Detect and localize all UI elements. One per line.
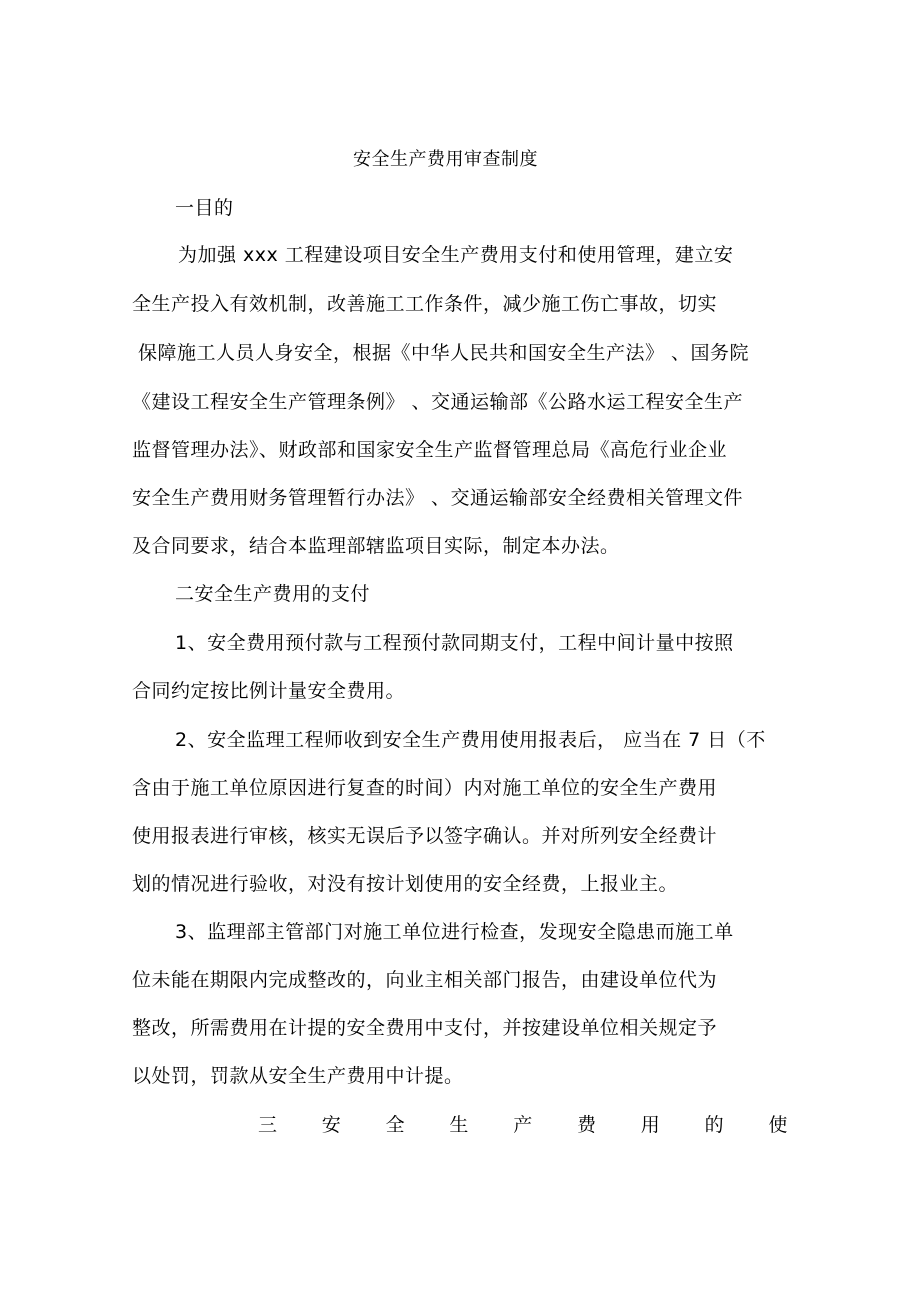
heading-char: 三 [258, 1114, 278, 1136]
heading-char: 费 [576, 1114, 597, 1136]
paragraph-line: 《建设工程安全生产管理条例》 、交通运输部《公路水运工程安全生产 [132, 391, 744, 413]
heading-char: 安 [321, 1114, 342, 1136]
paragraph-line: 及合同要求，结合本监理部辖监项目实际，制定本办法。 [132, 535, 620, 557]
paragraph-line: 以处罚，罚款从安全生产费用中计提。 [132, 1065, 464, 1087]
heading-char: 用 [640, 1114, 661, 1136]
paragraph-line: 使用报表进行审核，核实无误后予以签字确认。并对所列安全经费计 [132, 825, 718, 847]
paragraph-line: 合同约定按比例计量安全费用。 [132, 680, 406, 702]
page-title: 安全生产费用审查制度 [353, 149, 538, 170]
heading-char: 的 [704, 1114, 725, 1136]
section-heading-usage [258, 1113, 788, 1137]
paragraph-line: 整改，所需费用在计提的安全费用中支付，并按建设单位相关规定予 [132, 1017, 718, 1039]
paragraph-line: 含由于施工单位原因进行复查的时间）内对施工单位的安全生产费用 [132, 777, 718, 799]
paragraph-line: 位未能在期限内完成整改的，向业主相关部门报告，由建设单位代为 [132, 969, 718, 991]
heading-char: 使 [768, 1114, 788, 1136]
paragraph-line: 划的情况进行验收，对没有按计划使用的安全经费，上报业主。 [132, 873, 679, 895]
paragraph-line: 为加强 xxx 工程建设项目安全生产费用支付和使用管理，建立安 [178, 244, 734, 266]
heading-char: 产 [513, 1114, 533, 1136]
paragraph-line: 安全生产费用财务管理暂行办法》 、交通运输部安全经费相关管理文件 [132, 487, 744, 509]
heading-char: 生 [449, 1114, 469, 1136]
paragraph-line: 全生产投入有效机制，改善施工工作条件，减少施工伤亡事故，切实 [132, 293, 718, 315]
paragraph-line: 保障施工人员人身安全，根据《中华人民共和国安全生产法》 、国务院 [138, 342, 750, 364]
heading-char: 全 [385, 1114, 406, 1136]
paragraph-line: 1、安全费用预付款与工程预付款同期支付，工程中间计量中按照 [175, 632, 734, 654]
paragraph-line: 监督管理办法》、财政部和国家安全生产监督管理总局《高危行业企业 [132, 439, 728, 461]
section-heading-purpose: 一目的 [175, 197, 234, 219]
paragraph-line: 3、监理部主管部门对施工单位进行检查，发现安全隐患而施工单 [175, 921, 734, 943]
section-heading-payment: 二安全生产费用的支付 [175, 583, 371, 605]
paragraph-line: 2、安全监理工程师收到安全生产费用使用报表后， 应当在 7 日（不 [175, 729, 766, 751]
